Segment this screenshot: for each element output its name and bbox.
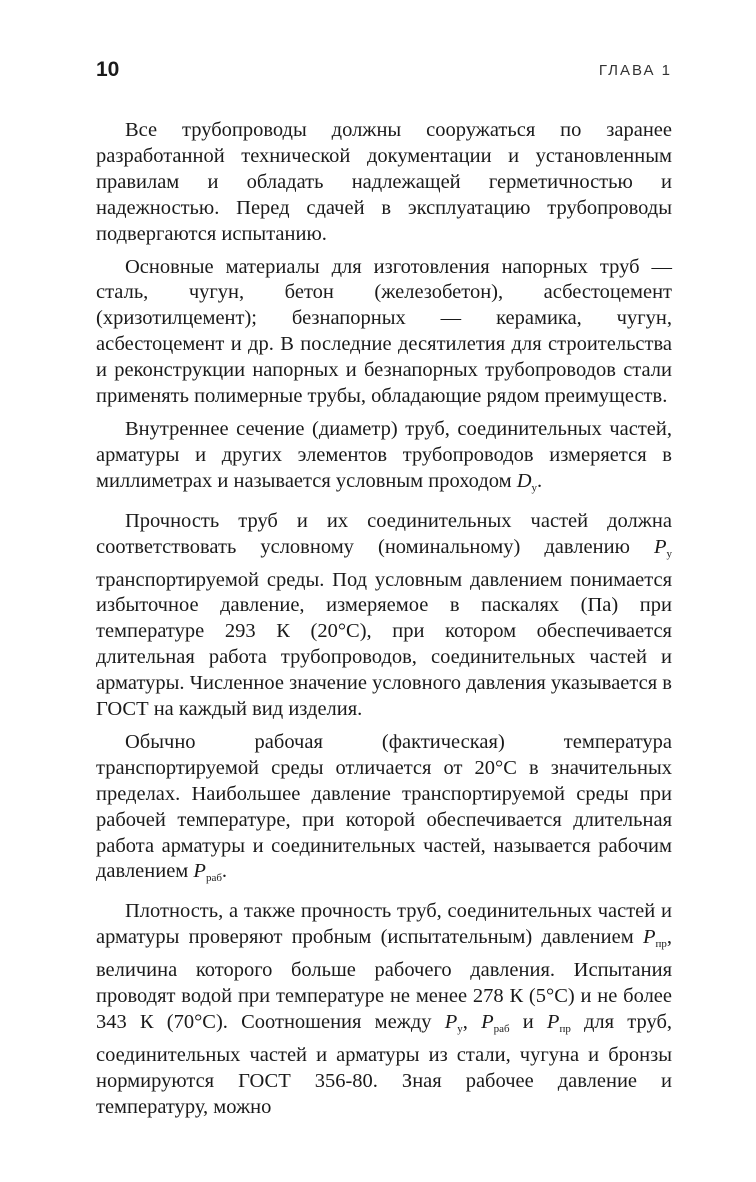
paragraph-2: Основные материалы для изготовления напорных труб — сталь, чугун, бетон (железобетон), асбестоцемент (хризотилцемент); безнапорных — керамика, чугун, асбестоцемент и др. В последние десятилетия для строительства и реконструкции напорных и безнапорных трубопроводов стали применять полимерные трубы, обладающие рядом преимуществ. xyxy=(96,255,672,408)
paragraph-5: Обычно рабочая (фактическая) температура транспортируемой среды отличается от 20°С в значительных пределах. Наибольшее давление транспортируемой среды при рабочей температуре, при которой обеспечивается длительная работа арматуры и соединительных частей, называется рабочим давлением $P_{раб}$. xyxy=(96,730,672,885)
body-text xyxy=(96,118,672,1121)
chapter-title: ГЛАВА 1 xyxy=(598,62,672,79)
paragraph-3-text: Внутреннее сечение (диаметр) труб, соединительных частей, арматуры и других элементов трубопроводов измеряется в миллиметрах и называется условным проходом xyxy=(96,417,672,492)
paragraph-6: Плотность, а также прочность труб, соединительных частей и арматуры проверяют пробным (испытательным) давлением $P_{пр}$, величина которого больше рабочего давления. Испытания проводят водой при температуре не менее 278 К (5°С) и не более 343 К (70°С). Соотношения между $P_у$, $P_{раб}$ и $P_{пр}$ для труб, соединительных частей и арматуры из стали, чугуна и бронзы нормируются ГОСТ 356-80. Зная рабочее давление и температуру, можно xyxy=(96,900,672,1118)
symbol-p-working: $P_{раб}$ xyxy=(481,1011,510,1035)
paragraph-5-text: Обычно рабочая (фактическая) температура транспортируемой среды отличается от 20°С в значительных пределах. Наибольшее давление транспортируемой среды при рабочей температуре, при которой обеспечивается длительная работа арматуры и соединительных частей, называется рабочим давлением xyxy=(96,730,672,883)
symbol-p-nominal: $P_у$ xyxy=(653,535,672,560)
paragraph-1: Все трубопроводы должны сооружаться по заранее разработанной технической документации и установленным правилам и обладать надлежащей герметичностью и надежностью. Перед сдачей в эксплуатацию трубопроводы подвергаются испытанию. xyxy=(96,119,672,245)
paragraph-4-text: Прочность труб и их соединительных частей должна соответствовать условному (номинальному) давлению xyxy=(96,509,672,558)
symbol-p-test: $P_{пр}$ xyxy=(642,926,667,951)
symbol-p-test: $P_{пр}$ xyxy=(546,1011,571,1035)
paragraph-4: Прочность труб и их соединительных частей должна соответствовать условному (номинальному) давлению $P_у$ транспортируемой среды. Под условным давлением понимается избыточное давление, измеряемое в паскалях (Па) при температуре 293 К (20°С), при котором обеспечивается длительная работа трубопроводов, соединительных частей и арматуры. Численное значение условного давления указывается в ГОСТ на каждый вид изделия. xyxy=(96,509,672,721)
symbol-d-nominal: $D_у$ xyxy=(516,469,538,494)
paragraph-6-text: Плотность, а также прочность труб, соединительных частей и арматуры проверяют пробным (испытательным) давлением xyxy=(96,900,672,949)
paragraph-3: Внутреннее сечение (диаметр) труб, соединительных частей, арматуры и других элементов трубопроводов измеряется в миллиметрах и называется условным проходом $D_у$. xyxy=(96,417,672,494)
page-number: 10 xyxy=(96,58,120,81)
symbol-p-working: $P_{раб}$ xyxy=(193,860,222,885)
symbol-p-nominal: $P_у$ xyxy=(444,1011,463,1035)
page-header xyxy=(96,58,672,88)
